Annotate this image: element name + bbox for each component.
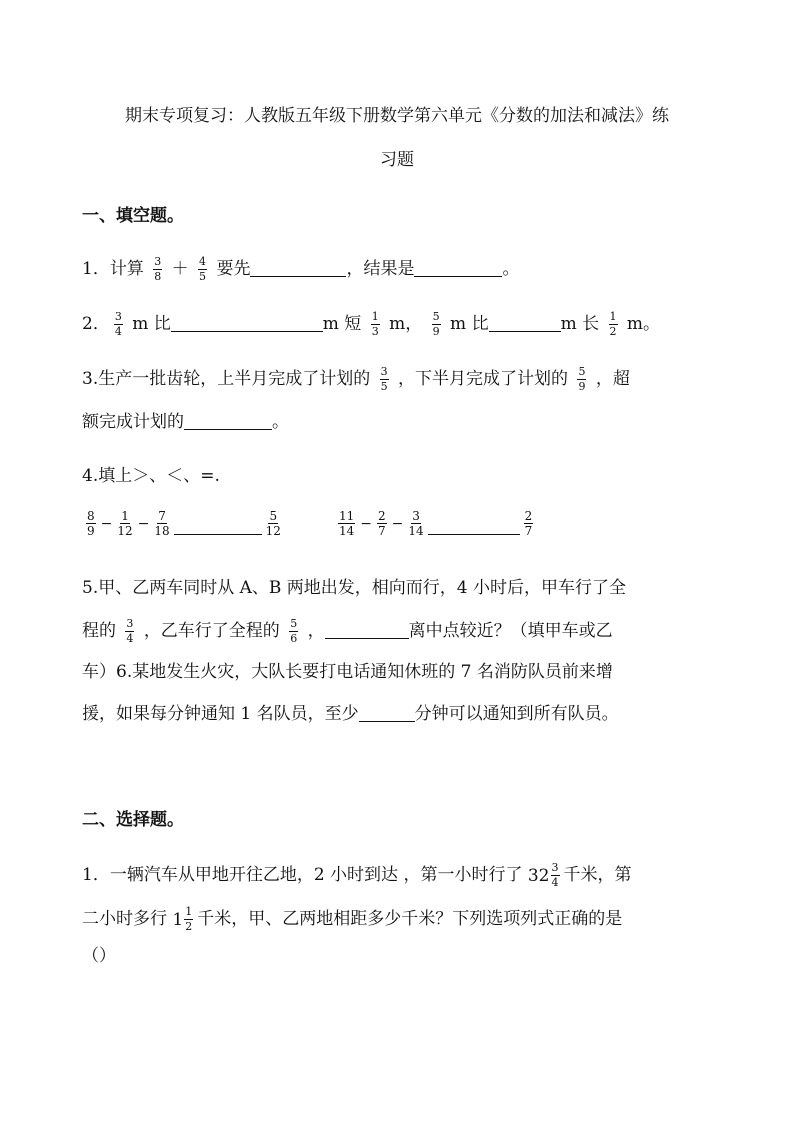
question-6-line-1: 车）6.某地发生火灾，大队长要打电话通知休班的 7 名消防队员前来增	[82, 662, 613, 682]
answer-blank[interactable]	[171, 313, 323, 332]
choice-question-1-answer-parens[interactable]: （）	[82, 946, 116, 966]
fraction: 11 14	[339, 509, 355, 538]
question-5-line-2: 程的 $\frac{3}{4}$ ，乙车行了全程的 $\frac{5}{6}$ ， 离中点较近？（填甲车或乙	[82, 617, 613, 645]
fraction: $\frac{7}{18}$	[154, 509, 170, 538]
fraction: $\frac{3}{8}$	[154, 255, 162, 283]
question-1: 1．计算 $\frac{3}{8}$ ＋ $\frac{4}{5}$ 要先 ，结果是 。	[82, 255, 520, 283]
fraction: $\frac{3}{4}$	[126, 617, 134, 645]
answer-blank[interactable]	[428, 512, 520, 535]
fraction: $\frac{5}{6}$	[290, 617, 298, 645]
answer-blank[interactable]	[250, 258, 346, 277]
fraction: $\frac{3}{4}$	[114, 310, 122, 338]
answer-blank[interactable]	[414, 258, 502, 277]
mixed-number: 32 3 4	[527, 861, 559, 889]
mixed-number: 1 1 2	[172, 905, 193, 933]
section-heading-fill-in: 一、填空题。	[82, 206, 184, 226]
fraction: $\frac{3}{5}$	[380, 365, 388, 393]
fraction: $\frac{1}{12}$	[117, 509, 133, 538]
fraction: 8 9	[87, 509, 95, 538]
question-5-line-1: 5.甲、乙两车同时从 A、B 两地出发，相向而行，4 小时后，甲车行了全	[82, 578, 627, 598]
answer-blank[interactable]	[359, 703, 415, 722]
question-2: 2． $\frac{3}{4}$ m 比 m 短 $\frac{1}{3}$ m， $\frac{5}{9}$ m 比 m 长 $\frac{1}{2}$ m。	[82, 310, 661, 338]
answer-blank[interactable]	[174, 512, 262, 535]
answer-blank[interactable]	[184, 411, 272, 430]
choice-question-1-line-2: 二小时多行 1 1 2 千米，甲、乙两地相距多少千米？下列选项列式正确的是	[82, 905, 623, 933]
fraction: $\frac{1}{2}$	[609, 310, 617, 338]
choice-question-1-line-1: 1．一辆汽车从甲地开往乙地，2 小时到达 ，第一小时行了 32 3 4 千米，第	[82, 861, 632, 889]
question-4: 4.填上＞、＜、=.	[82, 466, 220, 486]
fraction: $\frac{1}{3}$	[371, 310, 379, 338]
answer-blank[interactable]	[489, 313, 561, 332]
fraction: $\frac{5}{9}$	[432, 310, 440, 338]
fraction: $\frac{2}{7}$	[378, 509, 386, 538]
question-3-line-2: 额完成计划的 。	[82, 412, 289, 432]
answer-blank[interactable]	[325, 620, 409, 639]
fraction: $\frac{4}{5}$	[199, 255, 207, 283]
question-6-line-2: 援，如果每分钟通知 1 名队员，至少 分钟可以通知到所有队员。	[82, 704, 619, 724]
fraction: 5 12	[265, 509, 281, 538]
question-3-line-1: 3.生产一批齿轮，上半月完成了计划的 $\frac{3}{5}$ ，下半月完成了计划的 $\frac{5}{9}$ ，超	[82, 365, 630, 393]
comparison-expression-2: 11 14 − $\frac{2}{7}$ − $\frac{3}{14}$ 2 7	[339, 509, 533, 538]
fraction: 2 7	[524, 509, 533, 538]
q1-prefix: 1．计算	[82, 259, 144, 279]
page-title-line-2: 习题	[380, 150, 414, 170]
comparison-expression-1: 8 9 − $\frac{1}{12}$ − $\frac{7}{18}$ 5 12	[87, 509, 281, 538]
fraction: $\frac{5}{9}$	[578, 365, 586, 393]
section-heading-multiple-choice: 二、选择题。	[82, 810, 184, 830]
plus-sign: ＋	[171, 259, 189, 279]
fraction: $\frac{3}{14}$	[408, 509, 424, 538]
page-title-line-1: 期末专项复习：人教版五年级下册数学第六单元《分数的加法和减法》练	[125, 106, 669, 126]
